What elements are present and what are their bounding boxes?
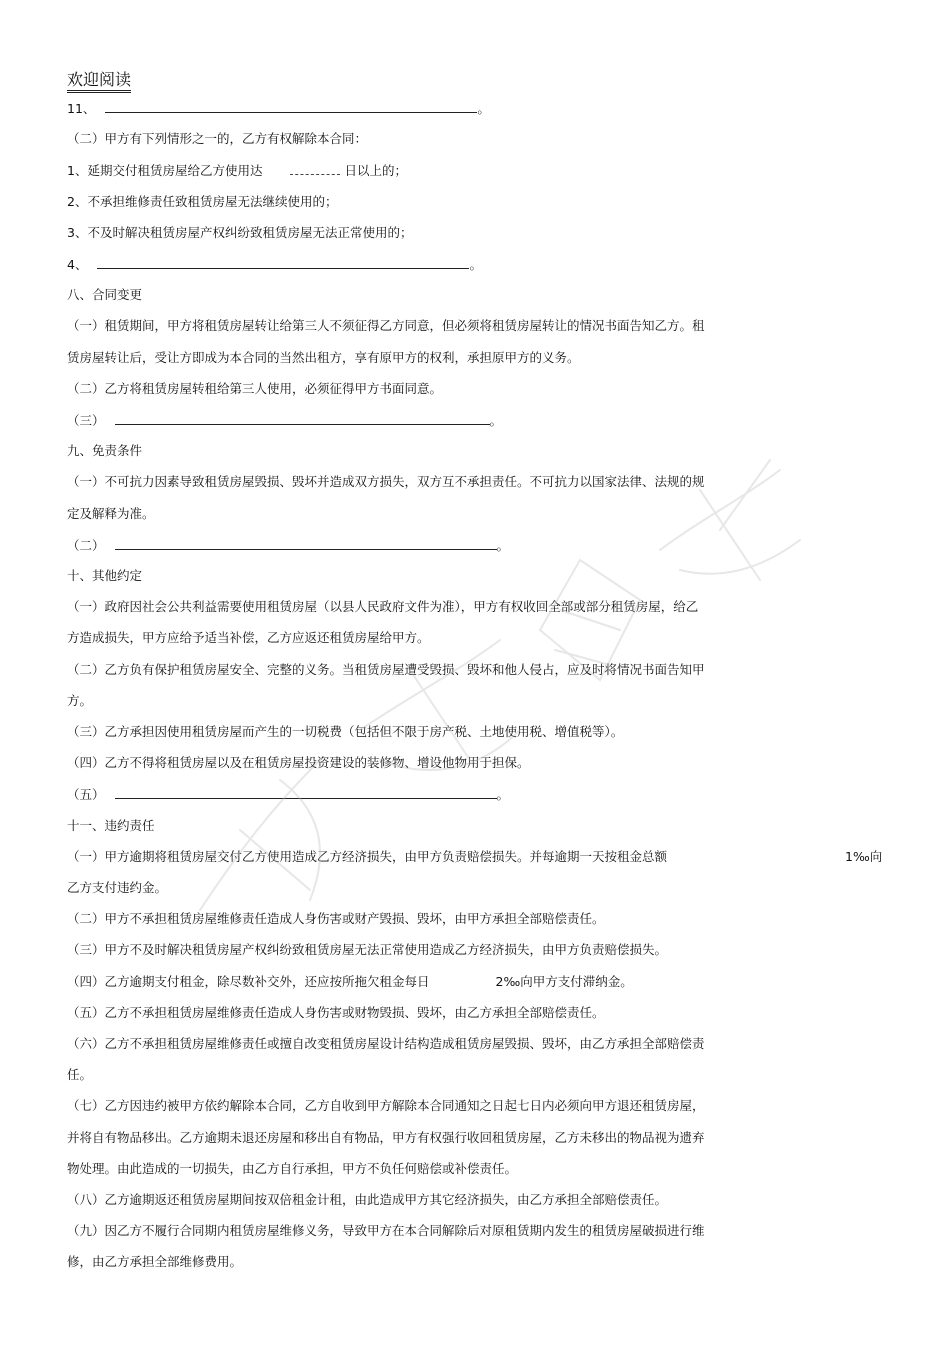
text-line (67, 256, 482, 273)
fill-blank[interactable] (290, 162, 340, 175)
line-text: 3、不及时解决租赁房屋产权纠纷致租赁房屋无法正常使用的； (67, 224, 413, 240)
line-text: 九、免责条件 (67, 443, 143, 459)
line-suffix: 。 (496, 537, 510, 553)
line-prefix: 4、 (67, 257, 88, 272)
line-text: （三）乙方承担因使用租赁房屋而产生的一切税费（包括但不限于房产税、土地使用税、增值税等）。 (67, 724, 624, 739)
text-line (67, 724, 623, 740)
line-text: （五）乙方不承担租赁房屋维修责任造成人身伤害或财物毁损、毁坏，由乙方承担全部赔偿责任。 (67, 1004, 605, 1020)
text-line (67, 880, 167, 896)
line-tail: 1‰向 (845, 848, 883, 864)
line-text: 乙方支付违约金。 (67, 880, 168, 895)
line-text: （一）不可抗力因素导致租赁房屋毁损、毁坏并造成双方损失，双方互不承担责任。不可抗力以国家法律、法规的规 (67, 474, 705, 490)
text-line (67, 225, 412, 241)
text-line (67, 287, 142, 303)
page-header: 欢迎阅读 (67, 70, 131, 93)
text-line (67, 568, 142, 584)
text-line (67, 662, 705, 678)
text-line (67, 1192, 667, 1208)
line-text: 并将自有物品移出。乙方逾期未退还房屋和移出自有物品，甲方有权强行收回租赁房屋，乙方未移出的物品视为遗弃 (67, 1129, 705, 1145)
line-tail: 2‰向甲方支付滞纳金。 (495, 973, 633, 989)
line-text: （二）甲方有下列情形之一的，乙方有权解除本合同： (67, 131, 368, 147)
text-line (67, 848, 883, 865)
line-text: （八）乙方逾期返还租赁房屋期间按双倍租金计租，由此造成甲方其它经济损失，由乙方承担全部赔偿责任。 (67, 1192, 668, 1207)
line-prefix: （二） (67, 537, 105, 553)
text-line (67, 1130, 705, 1146)
line-text: 修，由乙方承担全部维修费用。 (67, 1254, 243, 1270)
line-text: 方造成损失，甲方应给予适当补偿，乙方应返还租赁房屋给甲方。 (67, 630, 430, 646)
text-line (67, 1223, 705, 1239)
line-text: 赁房屋转让后，受让方即成为本合同的当然出租方，享有原甲方的权利，承担原甲方的义务。 (67, 349, 580, 365)
fill-blank[interactable] (115, 537, 497, 550)
text-line (67, 911, 605, 927)
text-line (67, 100, 490, 117)
line-text: （一）政府因社会公共利益需要使用租赁房屋（以县人民政府文件为准），甲方有权收回全部或部分租赁房屋，给乙 (67, 599, 699, 615)
fill-blank[interactable] (115, 786, 497, 799)
text-line (67, 131, 367, 147)
text-line (67, 412, 502, 429)
text-line (67, 693, 92, 709)
line-text: （六）乙方不承担租赁房屋维修责任或擅自改变租赁房屋设计结构造成租赁房屋毁损、毁坏，由乙方承担全部赔偿责 (67, 1036, 705, 1051)
text-line (67, 474, 705, 490)
text-line (67, 506, 155, 522)
text-line (67, 381, 442, 397)
line-text: 定及解释为准。 (67, 505, 155, 521)
line-text: （二）乙方将租赁房屋转租给第三人使用，必须征得甲方书面同意。 (67, 380, 443, 396)
line-prefix: 11、 (67, 101, 96, 116)
text-line (67, 1036, 705, 1052)
line-text: 十、其他约定 (67, 568, 143, 583)
line-text: （二）甲方不承担租赁房屋维修责任造成人身伤害或财产毁损、毁坏，由甲方承担全部赔偿责任。 (67, 911, 605, 927)
line-suffix: 。 (469, 257, 482, 272)
line-prefix: 1、延期交付租赁房屋给乙方使用达 (67, 163, 263, 179)
fill-blank[interactable] (105, 100, 477, 113)
text-line (67, 942, 667, 958)
text-line (67, 1254, 242, 1270)
line-prefix: （三） (67, 413, 105, 428)
text-line (67, 1005, 605, 1021)
line-text: （一）租赁期间，甲方将租赁房屋转让给第三人不须征得乙方同意，但必须将租赁房屋转让的情况书面告知乙方。租 (67, 318, 705, 334)
line-text: 任。 (67, 1067, 93, 1083)
line-text: （四）乙方逾期支付租金，除尽数补交外，还应按所拖欠租金每日 (67, 973, 430, 989)
line-text: （二）乙方负有保护租赁房屋安全、完整的义务。当租赁房屋遭受毁损、毁坏和他人侵占，应及时将情况书面告知甲 (67, 661, 705, 677)
fill-blank[interactable] (97, 256, 469, 269)
line-text: 八、合同变更 (67, 287, 143, 303)
text-line (67, 755, 530, 771)
text-line (67, 1098, 705, 1114)
text-line (67, 818, 155, 834)
text-line (67, 630, 430, 646)
line-suffix: 日以上的； (344, 163, 407, 179)
watermark-icon (160, 430, 883, 990)
line-text: 十一、违约责任 (67, 817, 155, 833)
text-line (67, 537, 509, 554)
line-text: （三）甲方不及时解决租赁房屋产权纠纷致租赁房屋无法正常使用造成乙方经济损失，由甲方负责赔偿损失。 (67, 942, 668, 958)
line-text: （七）乙方因违约被甲方依约解除本合同，乙方自收到甲方解除本合同通知之日起七日内必须向甲方退还租赁房屋， (67, 1098, 705, 1114)
text-line (67, 162, 407, 179)
line-suffix: 。 (477, 101, 490, 116)
text-line (67, 1161, 517, 1177)
text-line (67, 1067, 92, 1083)
line-prefix: （五） (67, 787, 105, 803)
line-text: 2、不承担维修责任致租赁房屋无法继续使用的； (67, 193, 338, 209)
line-suffix: 。 (496, 787, 510, 803)
line-text: 方。 (67, 692, 93, 708)
text-line (67, 599, 698, 615)
text-line (67, 443, 142, 459)
text-line (67, 974, 633, 990)
text-line (67, 350, 580, 366)
line-suffix: 。 (489, 413, 503, 428)
text-line (67, 318, 705, 334)
text-line (67, 786, 509, 803)
line-text: 物处理。由此造成的一切损失，由乙方自行承担，甲方不负任何赔偿或补偿责任。 (67, 1160, 518, 1176)
fill-blank[interactable] (115, 412, 490, 425)
line-text: （一）甲方逾期将租赁房屋交付乙方使用造成乙方经济损失，由甲方负责赔偿损失。并每逾期一天按租金总额 (67, 848, 668, 864)
line-text: （四）乙方不得将租赁房屋以及在租赁房屋投资建设的装修物、增设他物用于担保。 (67, 755, 530, 771)
line-text: （九）因乙方不履行合同期内租赁房屋维修义务，导致甲方在本合同解除后对原租赁期内发生的租赁房屋破损进行维 (67, 1223, 705, 1239)
text-line (67, 194, 337, 210)
